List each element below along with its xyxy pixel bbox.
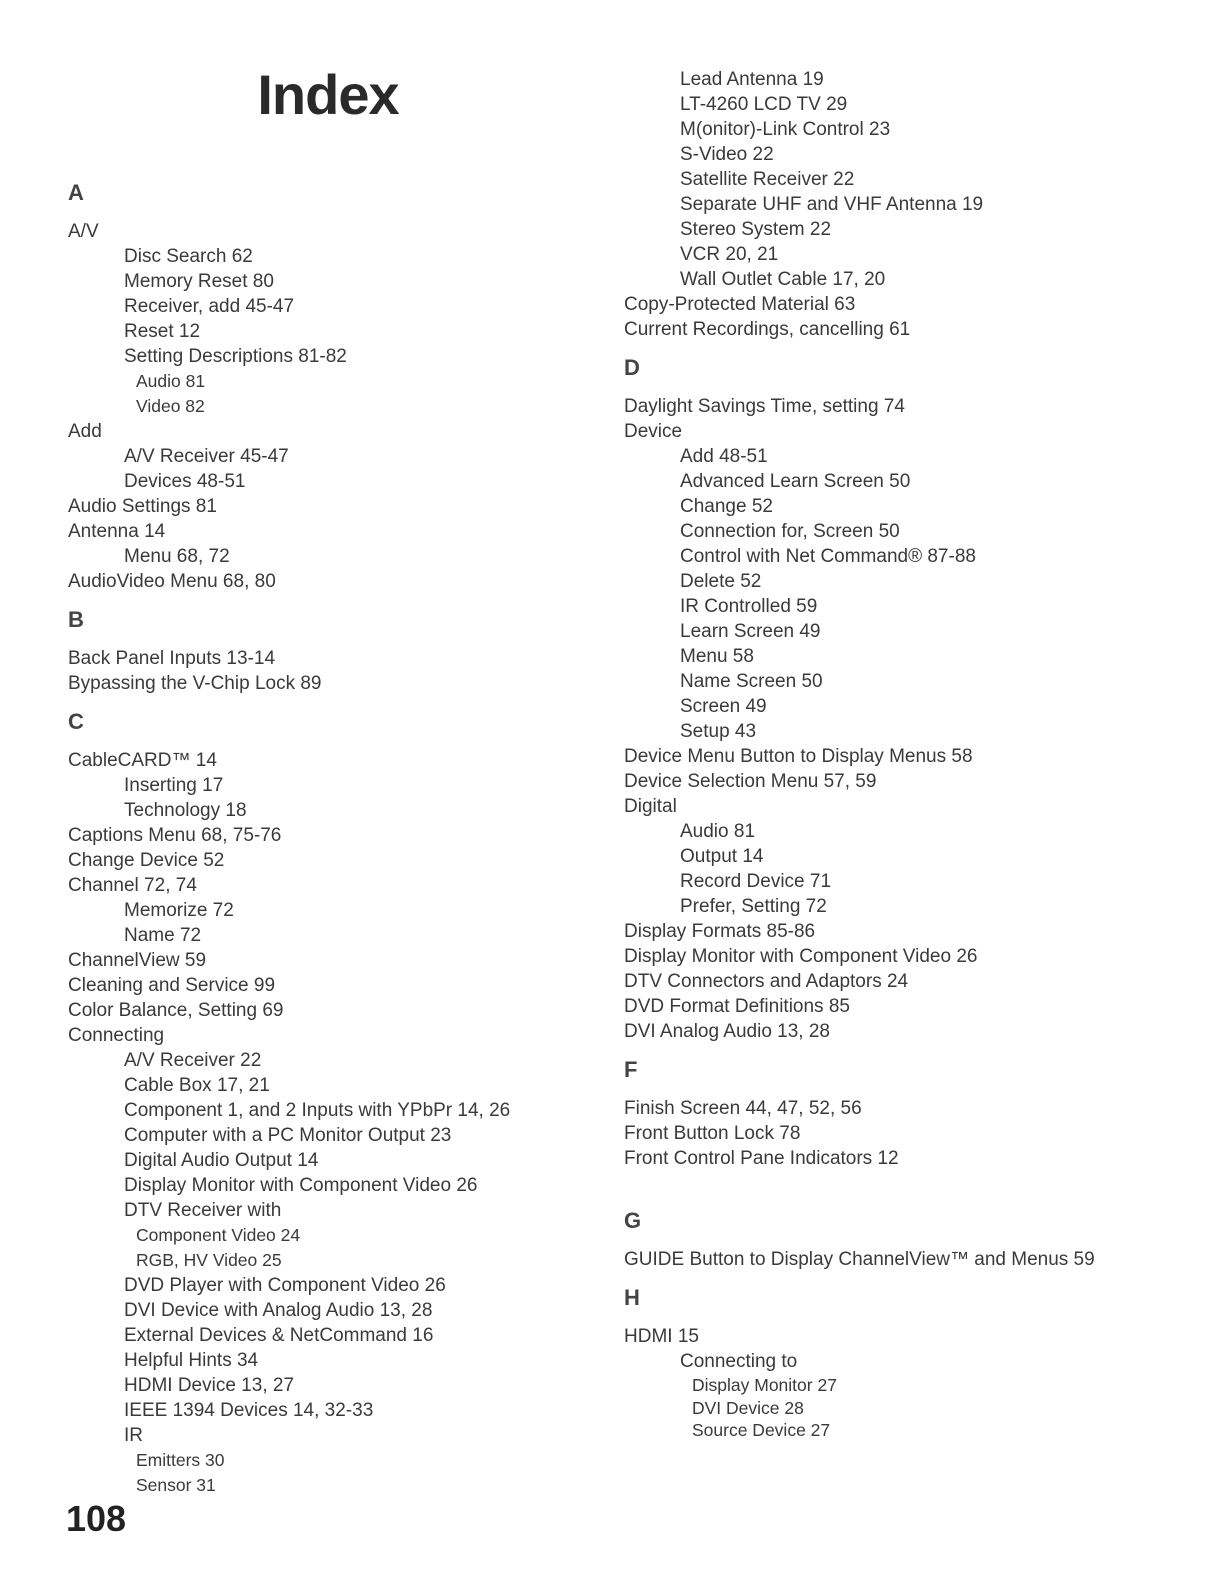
index-subentry: DVD Player with Component Video 26 — [124, 1275, 446, 1296]
index-entry: Device — [624, 421, 683, 442]
index-subentry: Name 72 — [124, 925, 202, 946]
index-subsubentry: Sensor 31 — [136, 1475, 216, 1495]
index-subentry: Wall Outlet Cable 17, 20 — [680, 269, 886, 290]
index-entry: A/V — [68, 221, 99, 242]
index-entry: Captions Menu 68, 75-76 — [68, 825, 282, 846]
section-letter-heading: C — [68, 709, 84, 734]
section-letter-heading: D — [624, 355, 640, 380]
section-letter-heading: G — [624, 1208, 642, 1233]
index-subentry: Devices 48-51 — [124, 471, 246, 492]
index-subentry: Screen 49 — [680, 696, 767, 717]
index-subsubentry: RGB, HV Video 25 — [136, 1250, 282, 1270]
index-entry: DVD Format Definitions 85 — [624, 996, 850, 1017]
index-column-right — [624, 67, 1095, 1442]
index-subentry: Component 1, and 2 Inputs with YPbPr 14, 26 — [124, 1100, 511, 1121]
index-entry: Digital — [624, 796, 677, 817]
index-subentry: Name Screen 50 — [680, 671, 823, 692]
index-subentry: DTV Receiver with — [124, 1200, 282, 1221]
index-entry: Device Selection Menu 57, 59 — [624, 771, 877, 792]
index-entry: HDMI 15 — [624, 1326, 699, 1347]
index-subentry: Helpful Hints 34 — [124, 1350, 259, 1371]
index-subentry: Menu 68, 72 — [124, 546, 230, 567]
index-entry: Current Recordings, cancelling 61 — [624, 319, 911, 340]
index-entry: Device Menu Button to Display Menus 58 — [624, 746, 973, 767]
index-entry: Cleaning and Service 99 — [68, 975, 276, 996]
index-subentry: LT-4260 LCD TV 29 — [680, 94, 848, 115]
index-subentry: Digital Audio Output 14 — [124, 1150, 319, 1171]
section-letter-heading: F — [624, 1057, 638, 1082]
index-entry: Display Formats 85-86 — [624, 921, 816, 942]
index-entry: Front Control Pane Indicators 12 — [624, 1148, 899, 1169]
index-subentry: DVI Device with Analog Audio 13, 28 — [124, 1300, 433, 1321]
index-subentry: HDMI Device 13, 27 — [124, 1375, 295, 1396]
index-entry: Copy-Protected Material 63 — [624, 294, 856, 315]
index-subentry: Inserting 17 — [124, 775, 224, 796]
index-entry: Audio Settings 81 — [68, 496, 217, 517]
index-subentry: A/V Receiver 45-47 — [124, 446, 289, 467]
index-subentry: Computer with a PC Monitor Output 23 — [124, 1125, 452, 1146]
index-subentry: Change 52 — [680, 496, 773, 517]
index-subsubentry: Display Monitor 27 — [692, 1375, 837, 1395]
section-letter-heading: A — [68, 180, 84, 205]
index-entry: Change Device 52 — [68, 850, 225, 871]
index-subentry: Reset 12 — [124, 321, 201, 342]
index-subsubentry: Emitters 30 — [136, 1450, 225, 1470]
index-entry: Finish Screen 44, 47, 52, 56 — [624, 1098, 862, 1119]
index-subentry: Setting Descriptions 81-82 — [124, 346, 347, 367]
index-subentry: Advanced Learn Screen 50 — [680, 471, 911, 492]
index-subentry: Add 48-51 — [680, 446, 768, 467]
index-entry: Antenna 14 — [68, 521, 166, 542]
index-subentry: Separate UHF and VHF Antenna 19 — [680, 194, 984, 215]
index-entry: Add — [68, 421, 102, 442]
index-subentry: External Devices & NetCommand 16 — [124, 1325, 434, 1346]
index-entry: Back Panel Inputs 13-14 — [68, 648, 276, 669]
index-subentry: Technology 18 — [124, 800, 247, 821]
index-subentry: VCR 20, 21 — [680, 244, 779, 265]
index-subentry: Control with Net Command® 87-88 — [680, 546, 976, 567]
index-subentry: S-Video 22 — [680, 144, 774, 165]
index-subentry: M(onitor)-Link Control 23 — [680, 119, 891, 140]
index-subentry: Record Device 71 — [680, 871, 832, 892]
index-subentry: Cable Box 17, 21 — [124, 1075, 270, 1096]
index-subentry: IEEE 1394 Devices 14, 32-33 — [124, 1400, 374, 1421]
index-subentry: IR — [124, 1425, 143, 1446]
index-subentry: Disc Search 62 — [124, 246, 253, 267]
index-subentry: Receiver, add 45-47 — [124, 296, 295, 317]
index-subentry: Stereo System 22 — [680, 219, 832, 240]
section-letter-heading: B — [68, 607, 84, 632]
index-entry: ChannelView 59 — [68, 950, 207, 971]
page-title: Index — [257, 63, 399, 126]
index-subentry: Memorize 72 — [124, 900, 234, 921]
index-entry: Display Monitor with Component Video 26 — [624, 946, 978, 967]
index-subentry: Satellite Receiver 22 — [680, 169, 855, 190]
index-entry: Channel 72, 74 — [68, 875, 197, 896]
section-letter-heading: H — [624, 1285, 640, 1310]
index-entry: Bypassing the V-Chip Lock 89 — [68, 673, 322, 694]
index-entry: GUIDE Button to Display ChannelView™ and Menus 59 — [624, 1249, 1095, 1270]
index-subsubentry: Source Device 27 — [692, 1420, 831, 1441]
index-subentry: Memory Reset 80 — [124, 271, 274, 292]
index-entry: AudioVideo Menu 68, 80 — [68, 571, 276, 592]
index-entry: DTV Connectors and Adaptors 24 — [624, 971, 909, 992]
index-subentry: Setup 43 — [680, 721, 757, 742]
index-subsubentry: Component Video 24 — [136, 1225, 301, 1245]
index-subsubentry: Video 82 — [136, 396, 205, 416]
index-subentry: A/V Receiver 22 — [124, 1050, 262, 1071]
index-entry: CableCARD™ 14 — [68, 750, 217, 771]
index-subentry: IR Controlled 59 — [680, 596, 818, 617]
index-subentry: Delete 52 — [680, 571, 762, 592]
index-subentry: Output 14 — [680, 846, 764, 867]
index-subsubentry: DVI Device 28 — [692, 1397, 804, 1418]
index-subentry: Prefer, Setting 72 — [680, 896, 827, 917]
index-subentry: Audio 81 — [680, 821, 756, 842]
index-entry: Front Button Lock 78 — [624, 1123, 801, 1144]
index-subentry: Menu 58 — [680, 646, 754, 667]
index-subentry: Connection for, Screen 50 — [680, 521, 900, 542]
index-subentry: Learn Screen 49 — [680, 621, 821, 642]
index-column-left — [68, 179, 510, 1498]
index-entry: DVI Analog Audio 13, 28 — [624, 1021, 830, 1042]
index-subsubentry: Audio 81 — [136, 371, 206, 391]
index-subentry: Connecting to — [680, 1351, 798, 1372]
index-entry: Connecting — [68, 1025, 165, 1046]
index-subentry: Lead Antenna 19 — [680, 69, 824, 90]
page-number: 108 — [66, 1498, 127, 1539]
index-subentry: Display Monitor with Component Video 26 — [124, 1175, 478, 1196]
index-entry: Color Balance, Setting 69 — [68, 1000, 284, 1021]
index-entry: Daylight Savings Time, setting 74 — [624, 396, 905, 417]
